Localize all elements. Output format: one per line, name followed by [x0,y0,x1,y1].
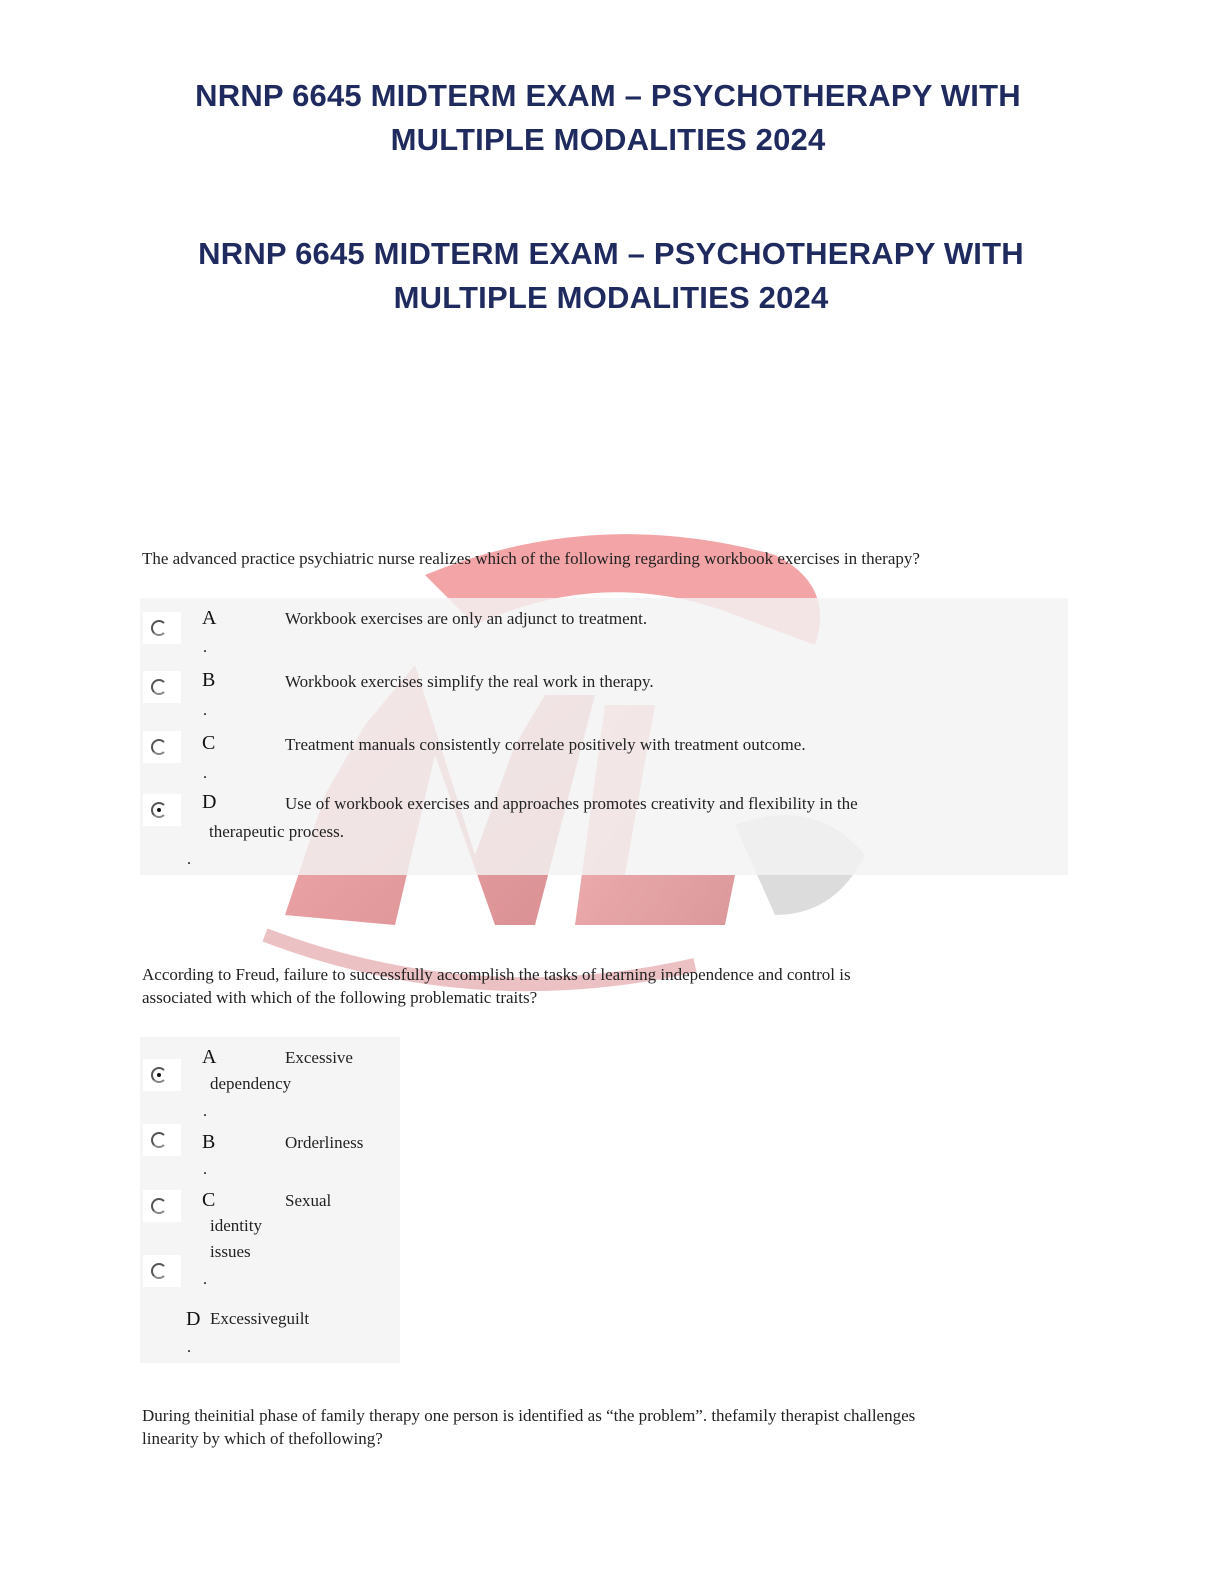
q2-option-d-period: . [187,1339,191,1356]
q2-option-c-radio[interactable] [143,1190,181,1222]
q1-option-a-radio[interactable] [143,612,181,644]
q2-option-a-text[interactable]: Excessive [285,1048,353,1067]
exam-title-1 [0,74,1220,162]
q1-option-d-text-line2[interactable]: therapeutic process. [209,822,344,841]
q2-option-c-letter: C [202,1189,216,1211]
q1-option-b-letter: B [202,669,216,691]
q2-option-b-period: . [203,1161,207,1178]
q1-option-c-letter: C [202,732,216,754]
q2-option-c-text[interactable]: Sexual [285,1191,332,1210]
q1-option-a-letter: A [202,607,217,629]
q2-option-b-letter: B [202,1131,216,1153]
q2-option-c-text-line2[interactable]: identity [210,1216,262,1235]
q2-option-a-period: . [203,1103,207,1120]
question-1-options [140,598,1068,875]
q2-option-d-radio[interactable] [143,1255,181,1287]
q2-option-a-text-line2[interactable]: dependency [210,1074,292,1093]
exam-title-1-line2: MULTIPLE MODALITIES 2024 [390,122,826,157]
q1-option-c-radio[interactable] [143,731,181,763]
q1-option-b-radio[interactable] [143,671,181,703]
q2-option-b-text[interactable]: Orderliness [285,1133,364,1152]
q1-option-d-text[interactable]: Use of workbook exercises and approaches promotes creativity and flexibility in the [285,794,858,813]
q1-option-a-text[interactable]: Workbook exercises are only an adjunct to treatment. [285,609,648,628]
q2-option-d-letter: D [186,1308,201,1330]
exam-title-2 [0,232,1223,320]
q1-option-c-text[interactable]: Treatment manuals consistently correlate positively with treatment outcome. [285,735,806,754]
question-3-line1: During theinitial phase of family therapy one person is identified as “the problem”. thefamily therapist challenges [142,1406,916,1425]
q2-option-b-radio[interactable] [143,1124,181,1156]
q1-option-d-radio[interactable] [143,794,181,826]
question-3-text [142,1404,1062,1450]
q2-option-a-letter: A [202,1046,217,1068]
exam-title-1-line1: NRNP 6645 MIDTERM EXAM – PSYCHOTHERAPY WITH [195,78,1021,113]
question-1-text: The advanced practice psychiatric nurse realizes which of the following regarding workbook exercises in therapy? [142,549,920,568]
q1-option-d-period: . [187,851,191,868]
question-2-line2: associated with which of the following problematic traits? [142,988,538,1007]
q1-option-b-text[interactable]: Workbook exercises simplify the real work in therapy. [285,672,654,691]
q2-option-a-radio[interactable] [143,1059,181,1091]
exam-title-2-line1: NRNP 6645 MIDTERM EXAM – PSYCHOTHERAPY WITH [198,236,1024,271]
question-2-options [140,1037,400,1363]
q1-option-b-period: . [203,702,207,719]
question-2-text [142,963,1002,1009]
exam-title-2-line2: MULTIPLE MODALITIES 2024 [393,280,829,315]
q2-option-c-period: . [203,1271,207,1288]
q1-option-d-letter: D [202,791,217,813]
q2-option-d-text[interactable]: Excessiveguilt [210,1309,310,1328]
q1-option-c-period: . [203,765,207,782]
question-3-line2: linearity by which of thefollowing? [142,1429,383,1448]
q1-option-a-period: . [203,639,207,656]
question-2-line1: According to Freud, failure to successfully accomplish the tasks of learning independence and control is [142,965,851,984]
q2-option-c-text-line3[interactable]: issues [210,1242,251,1261]
